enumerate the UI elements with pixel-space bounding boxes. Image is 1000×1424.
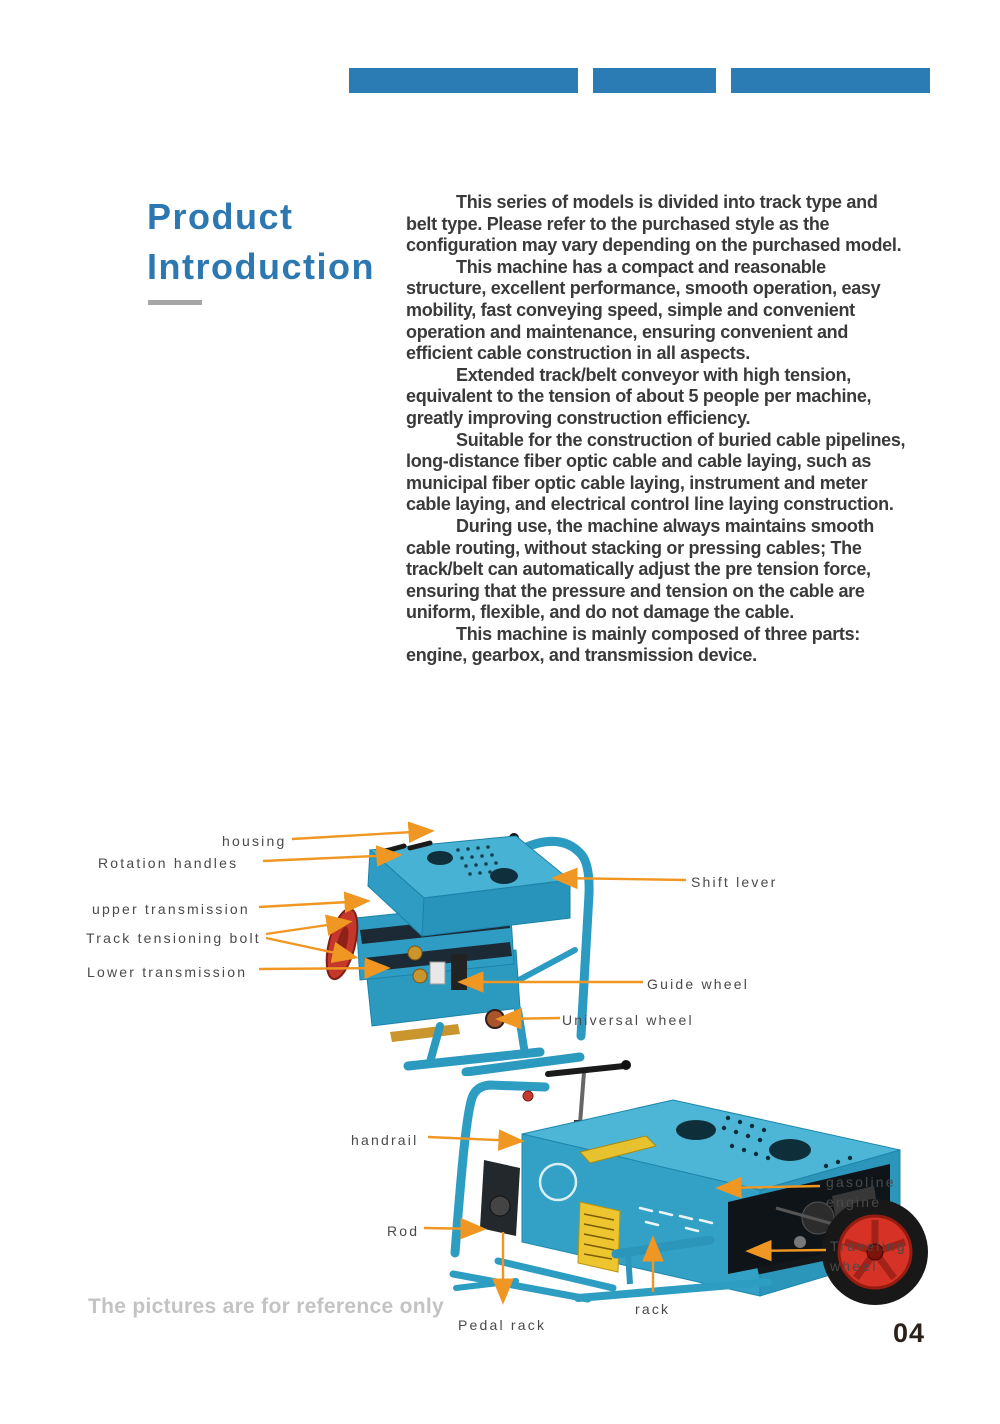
label-gasoline-engine <box>826 1172 896 1212</box>
label-rod: Rod <box>387 1223 420 1239</box>
label-rotation-handles: Rotation handles <box>98 855 239 871</box>
header-bar-short <box>593 68 716 93</box>
label-traveling-wheel <box>830 1236 907 1276</box>
label-traveling-wheel-line2: wheel <box>830 1258 878 1274</box>
intro-paragraph: This series of models is divided into track type and belt type. Please refer to the purchased style as the configuration may vary depending on the purchased model. <box>406 192 902 256</box>
label-gasoline-engine-line1: gasoline <box>826 1174 896 1190</box>
intro-paragraph: Extended track/belt conveyor with high tension, equivalent to the tension of about 5 people per machine, greatly improving construction efficiency. <box>406 364 872 428</box>
intro-paragraph: This machine is mainly composed of three parts: engine, gearbox, and transmission device. <box>406 623 861 666</box>
page-title-line2: Introduction <box>147 246 375 287</box>
title-underline-dash <box>148 300 202 305</box>
intro-paragraph: This machine has a compact and reasonable structure, excellent performance, smooth operation, easy mobility, fast conveying speed, simple and convenient operation and maintenance, ensuring convenient and efficient cable construction in all aspects. <box>406 256 881 364</box>
page-number: 04 <box>893 1318 926 1348</box>
label-traveling-wheel-line1: Traveling <box>830 1238 907 1254</box>
label-rack: rack <box>635 1301 671 1317</box>
intro-text-block <box>406 192 908 667</box>
header-bar-medium <box>731 68 930 93</box>
label-housing: housing <box>222 833 287 849</box>
label-guide-wheel: Guide wheel <box>647 976 750 992</box>
intro-paragraph: During use, the machine always maintains smooth cable routing, without stacking or pressing cables; The track/belt can automatically adjust the pre tension force, ensuring that the pressure and tension on the cable are uniform, flexible, and do not damage the cable. <box>406 515 875 623</box>
label-universal-wheel: Universal wheel <box>562 1012 694 1028</box>
label-lower-transmission: Lower transmission <box>87 964 248 980</box>
track-machine-photo <box>318 816 623 1076</box>
label-track-tensioning-bolt: Track tensioning bolt <box>86 930 261 946</box>
intro-paragraph: Suitable for the construction of buried cable pipelines, long-distance fiber optic cable and cable laying, such as municipal fiber optic cable laying, instrument and meter cable laying, and electrical control line laying construction. <box>406 429 906 515</box>
page-title <box>147 192 375 292</box>
label-upper-transmission: upper transmission <box>92 901 250 917</box>
reference-note: The pictures are for reference only <box>88 1295 444 1318</box>
page-title-line1: Product <box>147 196 294 237</box>
label-pedal-rack: Pedal rack <box>458 1317 547 1333</box>
label-shift-lever: Shift lever <box>691 874 778 890</box>
header-bar-long <box>349 68 578 93</box>
label-gasoline-engine-line2: engine <box>826 1194 882 1210</box>
label-handrail: handrail <box>351 1132 419 1148</box>
